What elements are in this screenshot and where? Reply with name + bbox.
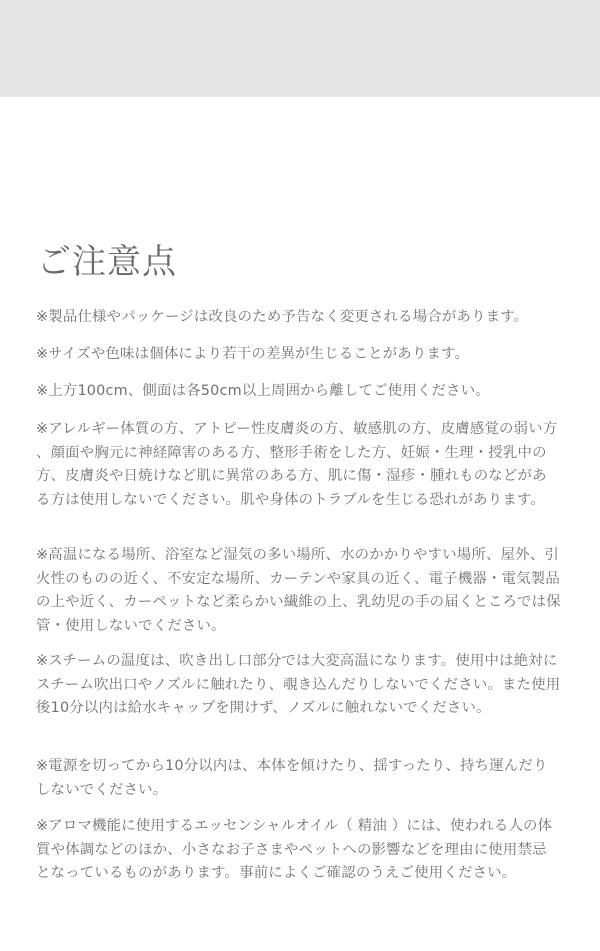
- note-item: ※高温になる場所、浴室など湿気の多い場所、水のかかりやすい場所、屋外、引火性のものの近く、不安定な場所、カーテンや家具の近く、電子機器・電気製品の上や近く、カーペットなど柔らかい繊維の上、乳幼児の手の届くところでは保管・使用しないでください。: [36, 547, 561, 634]
- note-item: ※アロマ機能に使用するエッセンシャルオイル（ 精油 ）には、使われる人の体質や体調などのほか、小さなお子さまやペットへの影響などを理由に使用禁忌となっているものがあります。事前によくご確認のうえご使用ください。: [36, 818, 553, 881]
- note-item: ※電源を切ってから10分以内は、本体を傾けたり、揺すったり、持ち運んだりしないでください。: [36, 758, 548, 798]
- note-item: ※スチームの温度は、吹き出し口部分では大変高温になります。使用中は絶対にスチーム吹出口やノズルに触れたり、覗き込んだりしないでください。また使用後10分以内は給水キャップを開けず、ノズルに触れないでください。: [36, 653, 561, 716]
- section-title: ご注意点: [37, 242, 177, 282]
- note-item: ※上方100cm、側面は各50cm以上周囲から離してご使用ください。: [36, 383, 490, 399]
- top-banner-area: [0, 0, 600, 97]
- note-item: ※サイズや色味は個体により若干の差異が生じることがあります。: [36, 346, 470, 362]
- note-item: ※製品仕様やパッケージは改良のため予告なく変更される場合があります。: [36, 309, 529, 325]
- note-item: ※アレルギー体質の方、アトピー性皮膚炎の方、敏感肌の方、皮膚感覚の弱い方、顔面や胸元に神経障害のある方、整形手術をした方、妊娠・生理・授乳中の方、皮膚炎や日焼けなど肌に異常のある方、肌に傷・湿疹・腫れものなどがある方は使用しないでください。肌や身体のトラブルを生じる恐れがあります。: [36, 421, 558, 508]
